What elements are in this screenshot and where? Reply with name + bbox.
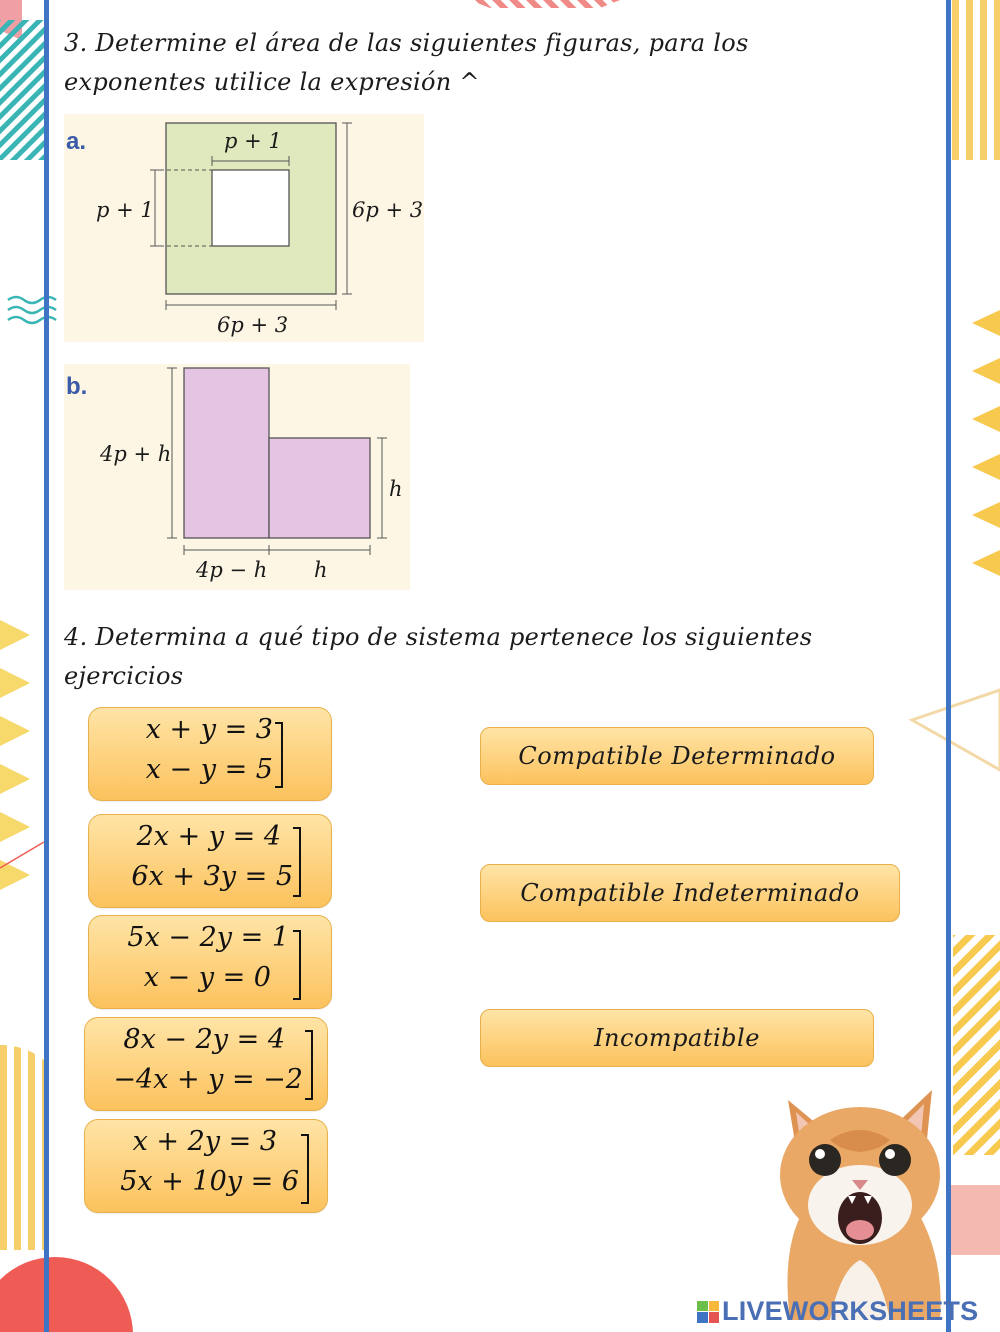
system-tile-1[interactable]	[88, 707, 332, 801]
question-3-text	[64, 24, 934, 102]
system-5-eq-2: 5x + 10y = 6	[120, 1166, 299, 1197]
short-rectangle	[269, 438, 370, 538]
system-4-eq-2: −4x + y = −2	[113, 1064, 303, 1095]
left-border	[44, 0, 49, 1332]
figure-a-right-dim: 6p + 3	[352, 198, 424, 222]
figure-b-left-dim: 4p + h	[100, 442, 172, 466]
system-4-eq-1: 8x − 2y = 4	[123, 1024, 285, 1055]
figure-b-diagram	[64, 364, 410, 590]
answer-incompatible[interactable]: Incompatible	[480, 1009, 874, 1067]
figure-b	[64, 364, 410, 590]
figure-b-bottom-left-dim: 4p − h	[196, 558, 268, 582]
figure-a	[64, 114, 424, 342]
figure-a-label: a.	[66, 128, 87, 155]
system-5-bracket	[301, 1134, 309, 1204]
system-tile-5[interactable]	[84, 1119, 328, 1213]
system-3-bracket	[293, 930, 301, 1000]
tall-rectangle	[184, 368, 269, 538]
question-4-line-2: ejercicios	[64, 662, 184, 690]
figure-a-bottom-dim: 6p + 3	[217, 313, 289, 337]
system-1-eq-1: x + y = 3	[145, 714, 273, 745]
system-tile-4[interactable]	[84, 1017, 328, 1111]
cat-image	[770, 1080, 950, 1320]
system-2-bracket	[293, 827, 301, 897]
question-4-text	[64, 618, 934, 696]
figure-b-bottom-right-dim: h	[314, 558, 328, 582]
liveworksheets-logo	[697, 1296, 978, 1327]
figure-b-label: b.	[66, 373, 88, 400]
system-3-eq-1: 5x − 2y = 1	[127, 922, 289, 953]
figure-b-right-dim: h	[389, 477, 403, 501]
system-5-eq-1: x + 2y = 3	[132, 1126, 277, 1157]
answer-compatible-determinado[interactable]: Compatible Determinado	[480, 727, 874, 785]
liveworksheets-logo-mark	[697, 1301, 719, 1323]
caret-symbol: ^	[459, 68, 480, 96]
question-3-line-1: 3. Determine el área de las siguientes figuras, para los	[64, 29, 749, 57]
figure-a-top-dim: p + 1	[224, 129, 282, 153]
system-tile-2[interactable]	[88, 814, 332, 908]
inner-square	[212, 170, 289, 246]
system-3-eq-2: x − y = 0	[143, 962, 271, 993]
liveworksheets-brand-text: LIVEWORKSHEETS	[722, 1296, 979, 1326]
answer-compatible-indeterminado[interactable]: Compatible Indeterminado	[480, 864, 900, 922]
system-2-eq-2: 6x + 3y = 5	[131, 861, 293, 892]
system-1-bracket	[275, 722, 283, 788]
question-4-line-1: 4. Determina a qué tipo de sistema pertenece los siguientes	[64, 623, 813, 651]
system-1-eq-2: x − y = 5	[145, 754, 273, 785]
system-tile-3[interactable]	[88, 915, 332, 1009]
system-4-bracket	[305, 1030, 313, 1100]
question-3-line-2: exponentes utilice la expresión ^	[64, 68, 480, 96]
system-2-eq-1: 2x + y = 4	[136, 821, 281, 852]
figure-a-left-dim: p + 1	[96, 198, 154, 222]
